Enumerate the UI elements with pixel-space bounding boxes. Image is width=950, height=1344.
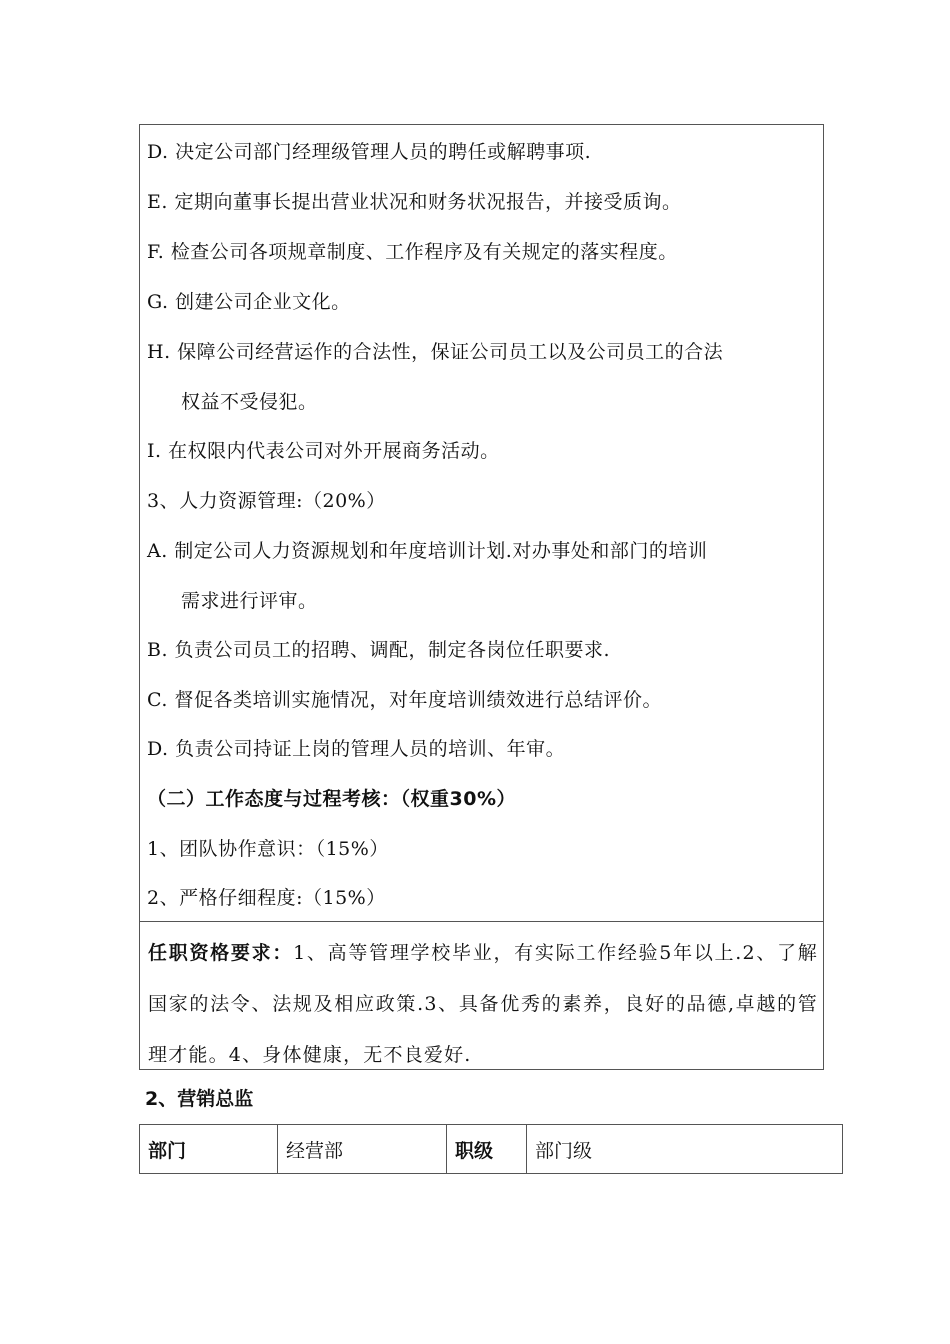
attitude-item-2: 2、严格仔细程度:（15%） [147, 887, 386, 909]
hr-heading: 3、人力资源管理:（20%） [147, 490, 386, 512]
qualification-paragraph [148, 928, 818, 1081]
duty-item-f: F. 检查公司各项规章制度、工作程序及有关规定的落实程度。 [147, 241, 678, 263]
hr-item-c: C. 督促各类培训实施情况，对年度培训绩效进行总结评价。 [147, 689, 662, 711]
hr-item-d: D. 负责公司持证上岗的管理人员的培训、年审。 [147, 738, 566, 760]
duty-item-d: D. 决定公司部门经理级管理人员的聘任或解聘事项. [147, 141, 592, 163]
level-label: 职级 [447, 1125, 527, 1174]
attitude-item-1: 1、团队协作意识：（15%） [147, 838, 389, 860]
hr-item-a: A. 制定公司人力资源规划和年度培训计划.对办事处和部门的培训 [147, 540, 708, 562]
qualification-text: 1、高等管理学校毕业，有实际工作经验5年以上.2、了解国家的法令、法规及相应政策.3、具备优秀的素养，良好的品德,卓越的管理才能。4、身体健康，无不良爱好. [148, 942, 818, 1066]
hr-item-a-cont: 需求进行评审。 [181, 590, 318, 612]
attitude-heading: （二）工作态度与过程考核：（权重30%） [147, 788, 516, 810]
duty-item-g: G. 创建公司企业文化。 [147, 291, 351, 313]
frame-divider [140, 921, 823, 922]
level-value: 部门级 [527, 1125, 843, 1174]
section-title: 2、营销总监 [145, 1088, 254, 1110]
table-row [140, 1125, 843, 1174]
qualification-label: 任职资格要求： [148, 942, 294, 964]
duty-item-i: I. 在权限内代表公司对外开展商务活动。 [147, 440, 500, 462]
position-meta-table [139, 1124, 843, 1174]
duty-item-h: H. 保障公司经营运作的合法性，保证公司员工以及公司员工的合法 [147, 341, 724, 363]
hr-item-b: B. 负责公司员工的招聘、调配，制定各岗位任职要求. [147, 639, 611, 661]
dept-value: 经营部 [278, 1125, 447, 1174]
duty-item-e: E. 定期向董事长提出营业状况和财务状况报告，并接受质询。 [147, 191, 682, 213]
dept-label: 部门 [140, 1125, 278, 1174]
duty-item-h-cont: 权益不受侵犯。 [181, 391, 318, 413]
